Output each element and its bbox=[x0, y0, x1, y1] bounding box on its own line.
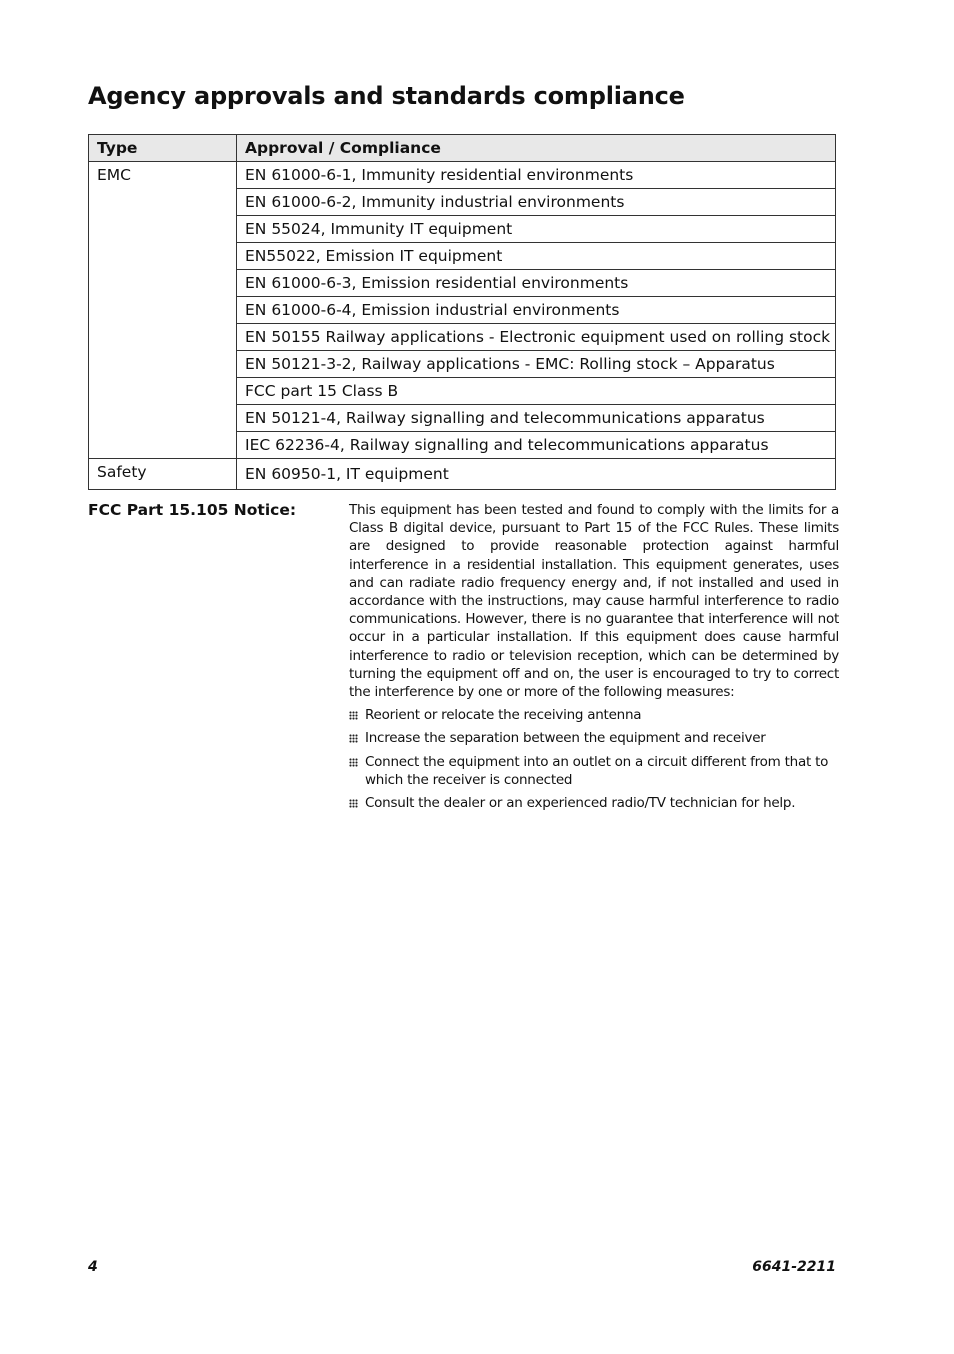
measures-list bbox=[349, 706, 839, 812]
dot-grid-bullet-icon bbox=[349, 711, 358, 720]
fcc-notice-body bbox=[349, 501, 839, 817]
list-item bbox=[349, 706, 839, 724]
fcc-notice-heading: FCC Part 15.105 Notice: bbox=[88, 501, 297, 519]
type-cell: Safety bbox=[89, 459, 237, 490]
measure-text: Connect the equipment into an outlet on a circuit different from that to which the receiver is connected bbox=[365, 753, 829, 788]
approvals-body bbox=[89, 162, 836, 490]
list-item bbox=[349, 794, 839, 812]
measure-text: Consult the dealer or an experienced radio/TV technician for help. bbox=[365, 795, 796, 812]
header-type: Type bbox=[89, 135, 237, 162]
table-header-row bbox=[89, 135, 836, 162]
measure-text: Reorient or relocate the receiving antenna bbox=[365, 707, 642, 724]
fcc-notice-paragraph: This equipment has been tested and found to comply with the limits for a Class B digital device, pursuant to Part 15 of the FCC Rules. These limits are designed to provide reasonable protection against harmful interference in a residential installation. This equipment generates, uses and can radiate radio frequency energy and, if not installed and used in accordance with the instructions, may cause harmful interference to radio communications. However, there is no guarantee that interference will not occur in a particular installation. If this equipment does cause harmful interference to radio or television reception, which can be determined by turning the equipment off and on, the user is encouraged to try to correct the interference by one or more of the following measures: bbox=[349, 502, 839, 701]
approval-cell: EN55022, Emission IT equipment bbox=[237, 243, 836, 270]
approvals-table bbox=[88, 134, 836, 490]
dot-grid-bullet-icon bbox=[349, 799, 358, 808]
approval-cell: EN 55024, Immunity IT equipment bbox=[237, 216, 836, 243]
table-row bbox=[89, 459, 836, 490]
table-row bbox=[89, 162, 836, 189]
header-approval: Approval / Compliance bbox=[237, 135, 836, 162]
type-cell: EMC bbox=[89, 162, 237, 459]
approval-cell: EN 60950-1, IT equipment bbox=[237, 459, 836, 490]
approval-cell: IEC 62236-4, Railway signalling and telecommunications apparatus bbox=[237, 432, 836, 459]
list-item bbox=[349, 753, 839, 789]
approval-cell: EN 50121-3-2, Railway applications - EMC: Rolling stock – Apparatus bbox=[237, 351, 836, 378]
approval-cell: EN 50155 Railway applications - Electronic equipment used on rolling stock bbox=[237, 324, 836, 351]
approval-cell: EN 61000-6-1, Immunity residential environments bbox=[237, 162, 836, 189]
document-number: 6641-2211 bbox=[752, 1259, 836, 1275]
approval-cell: FCC part 15 Class B bbox=[237, 378, 836, 405]
list-item bbox=[349, 729, 839, 747]
approval-cell: EN 61000-6-4, Emission industrial environments bbox=[237, 297, 836, 324]
page-title: Agency approvals and standards compliance bbox=[88, 82, 685, 110]
dot-grid-bullet-icon bbox=[349, 734, 358, 743]
measure-text: Increase the separation between the equipment and receiver bbox=[365, 730, 766, 747]
approval-cell: EN 61000-6-2, Immunity industrial environments bbox=[237, 189, 836, 216]
dot-grid-bullet-icon bbox=[349, 758, 358, 767]
approval-cell: EN 50121-4, Railway signalling and telecommunications apparatus bbox=[237, 405, 836, 432]
page-number: 4 bbox=[88, 1259, 98, 1275]
approval-cell: EN 61000-6-3, Emission residential environments bbox=[237, 270, 836, 297]
